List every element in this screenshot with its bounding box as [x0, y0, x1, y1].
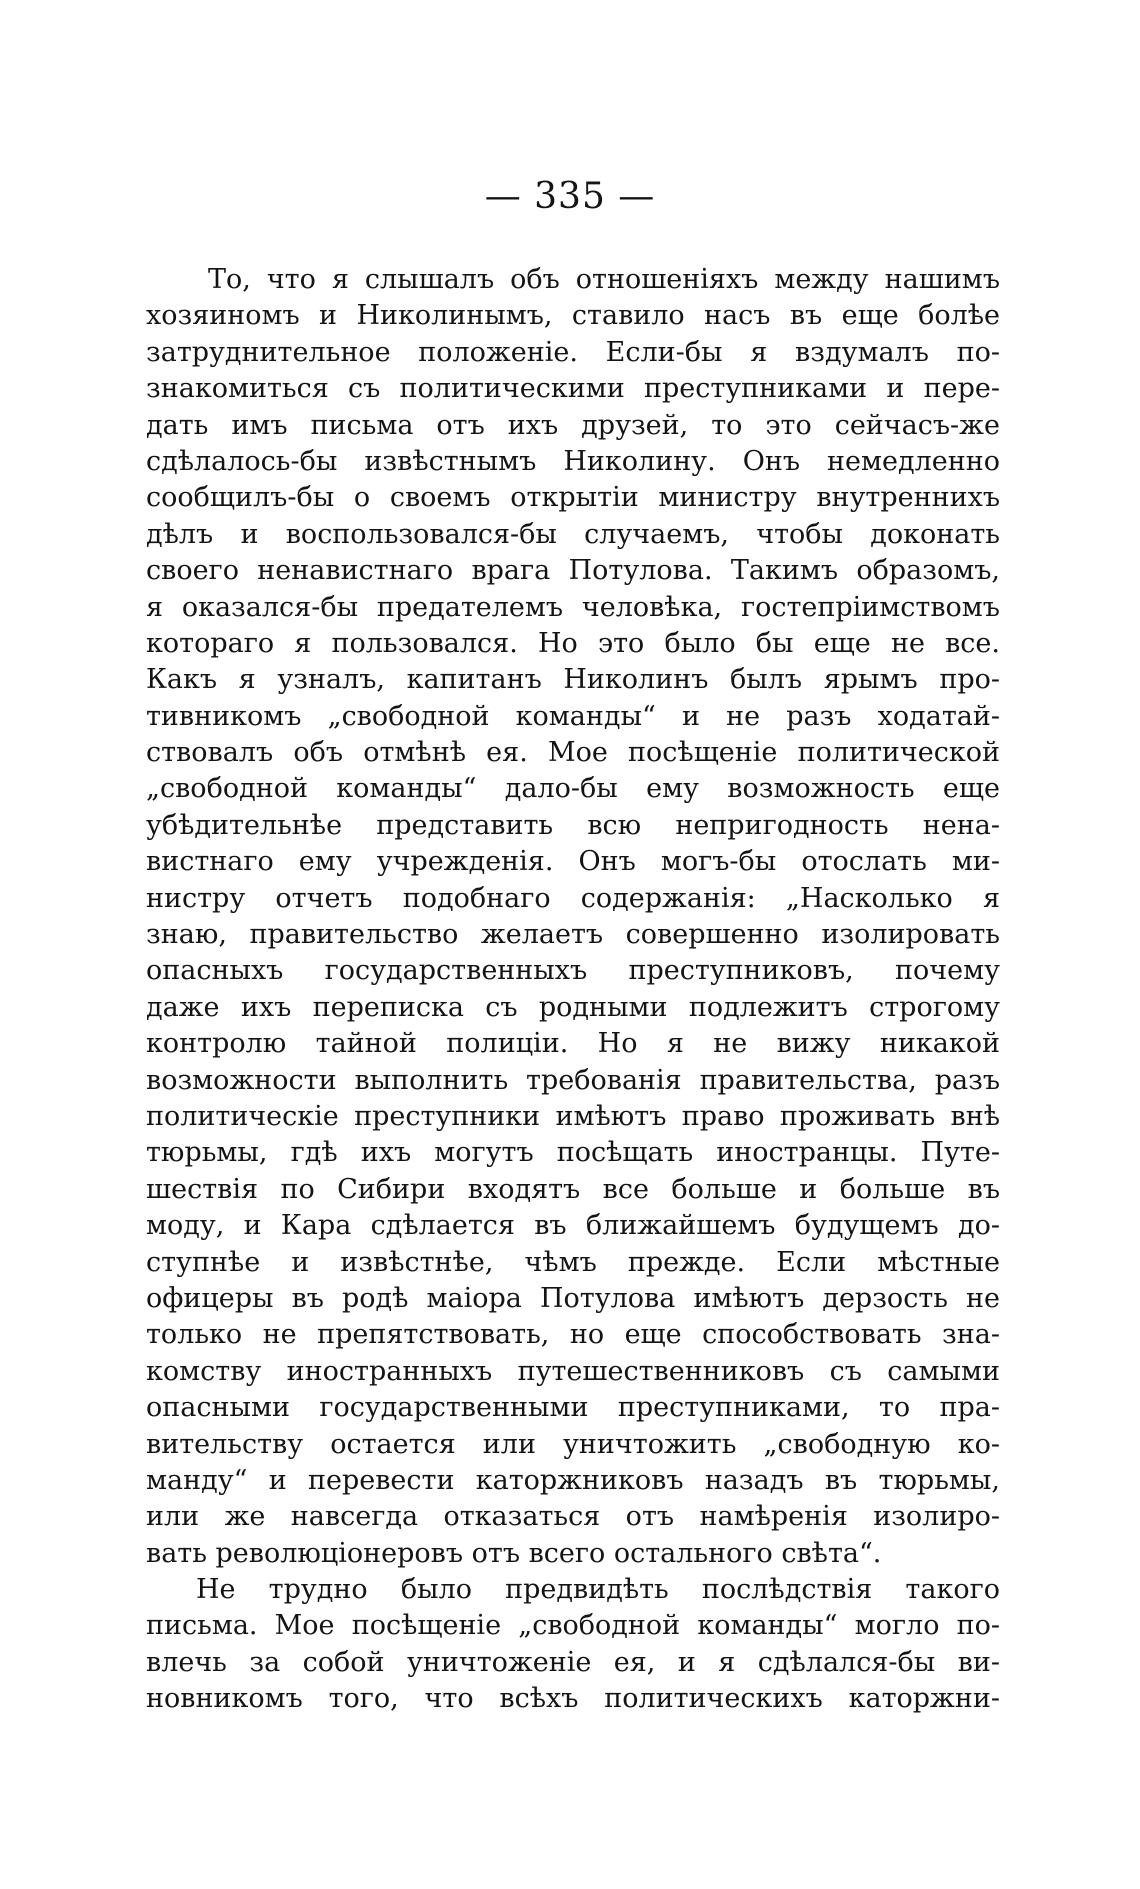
text-line: я оказался-бы предателемъ человѣка, гостепріимствомъ	[146, 591, 1000, 623]
text-line: шествія по Сибири входятъ все больше и больше въ	[146, 1173, 1000, 1205]
text-line: Не трудно было предвидѣть послѣдствія такого	[196, 1574, 1000, 1606]
text-line: офицеры въ родѣ маіора Потулова имѣютъ дерзость не	[146, 1282, 1000, 1314]
text-line: сдѣлалось-бы извѣстнымъ Николину. Онъ немедленно	[146, 445, 1000, 477]
text-line: затруднительное положеніе. Если-бы я вздумалъ по-	[146, 336, 1000, 368]
text-line: убѣдительнѣе представить всю непригодность нена-	[146, 809, 1000, 841]
text-line: хозяиномъ и Николинымъ, ставило насъ въ еще болѣе	[146, 300, 1000, 332]
text-line: своего ненавистнаго врага Потулова. Такимъ образомъ,	[146, 555, 1000, 587]
paragraph-1	[146, 262, 1000, 1572]
body-text	[146, 262, 1000, 1718]
text-line: опасными государственными преступниками, то пра-	[146, 1392, 1000, 1424]
text-line: ступнѣе и извѣстнѣе, чѣмъ прежде. Если мѣстные	[146, 1246, 1000, 1278]
text-line: письма. Мое посѣщеніе „свободной команды“ могло по-	[146, 1610, 1000, 1642]
text-line: знакомиться съ политическими преступниками и пере-	[146, 373, 1000, 405]
text-line: вистнаго ему учрежденія. Онъ могъ-бы отослать ми-	[146, 846, 1000, 878]
text-line: возможности выполнить требованія правительства, разъ	[146, 1064, 1000, 1096]
paragraph-2	[146, 1572, 1000, 1718]
text-line: нистру отчетъ подобнаго содержанія: „Насколько я	[146, 882, 1000, 914]
text-line: Какъ я узналъ, капитанъ Николинъ былъ ярымъ про-	[146, 664, 1000, 696]
text-line: только не препятствовать, но еще способствовать зна-	[146, 1319, 1000, 1351]
text-line: политическіе преступники имѣютъ право проживать внѣ	[146, 1100, 1000, 1132]
text-line: сообщилъ-бы о своемъ открытіи министру внутреннихъ	[146, 482, 1000, 514]
text-line: влечь за собой уничтоженіе ея, и я сдѣлался-бы ви-	[146, 1646, 1000, 1678]
text-line: опасныхъ государственныхъ преступниковъ, почему	[146, 955, 1000, 987]
text-line: знаю, правительство желаетъ совершенно изолировать	[146, 919, 1000, 951]
text-line: моду, и Кара сдѣлается въ ближайшемъ будущемъ до-	[146, 1210, 1000, 1242]
text-line: манду“ и перевести каторжниковъ назадъ въ тюрьмы,	[146, 1464, 1000, 1496]
text-line: ствовалъ объ отмѣнѣ ея. Мое посѣщеніе политической	[146, 737, 1000, 769]
text-line: новникомъ того, что всѣхъ политическихъ каторжни-	[146, 1683, 1000, 1715]
text-line: или же навсегда отказаться отъ намѣренія изолиро-	[146, 1501, 1000, 1533]
text-line: дать имъ письма отъ ихъ друзей, то это сейчасъ-же	[146, 409, 1000, 441]
text-line: дѣлъ и воспользовался-бы случаемъ, чтобы доконать	[146, 518, 1000, 550]
text-line: даже ихъ переписка съ родными подлежитъ строгому	[146, 991, 1000, 1023]
text-line: контролю тайной полиціи. Но я не вижу никакой	[146, 1028, 1000, 1060]
text-line: То, что я слышалъ объ отношеніяхъ между нашимъ	[208, 264, 1000, 295]
text-line: вительству остается или уничтожить „свободную ко-	[146, 1428, 1000, 1460]
text-line: тюрьмы, гдѣ ихъ могутъ посѣщать иностранцы. Путе-	[146, 1137, 1000, 1169]
text-line: „свободной команды“ дало-бы ему возможность еще	[146, 773, 1000, 805]
text-line: тивникомъ „свободной команды“ и не разъ ходатай-	[146, 700, 1000, 732]
text-line: вать революціонеровъ отъ всего остального свѣта“.	[146, 1537, 882, 1569]
page-number: — 335 —	[484, 176, 656, 217]
text-line: комству иностранныхъ путешественниковъ съ самыми	[146, 1355, 1000, 1387]
text-line: котораго я пользовался. Но это было бы еще не все.	[146, 627, 1000, 659]
